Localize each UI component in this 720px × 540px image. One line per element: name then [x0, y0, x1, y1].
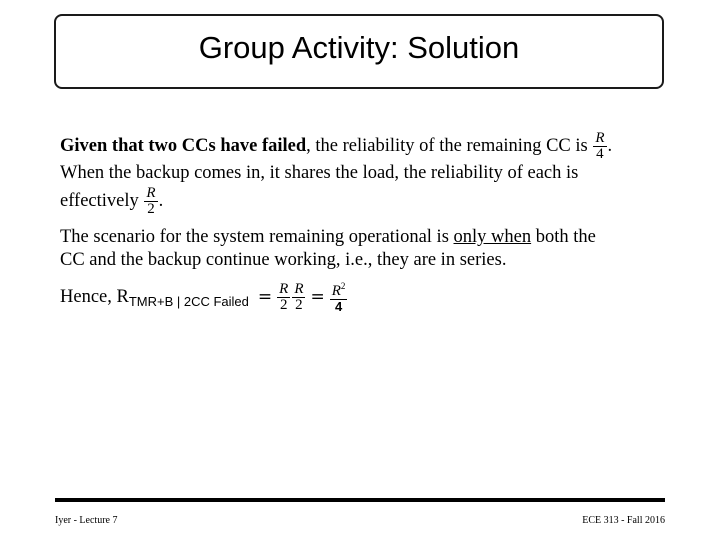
line-4: The scenario for the system remaining operational is only when both the — [60, 227, 596, 247]
fraction-1: $\frac{R}{2}$ — [279, 281, 289, 313]
reliability-subscript: TMR+B | 2CC Failed — [128, 293, 249, 309]
fraction-2: $\frac{R}{2}$ — [294, 281, 304, 313]
slide-title: Group Activity: Solution — [198, 29, 520, 65]
footer-rule — [55, 498, 665, 502]
line-1: Given that two CCs have failed, the reliability of the remaining CC is $\frac{R}{4}$ . — [60, 130, 613, 162]
line-2: When the backup comes in, it shares the load, the reliability of each is — [60, 163, 579, 183]
fraction-3: $\frac{R^2}{4}$ — [331, 281, 346, 314]
title-box — [54, 14, 664, 89]
footer-right: ECE 313 - Fall 2016 — [582, 515, 665, 526]
footer-left: Iyer - Lecture 7 — [55, 515, 118, 526]
fraction-r-over-2: $\frac{R}{2}$ — [146, 185, 156, 217]
bold-phrase: Given that two CCs have failed — [60, 135, 307, 156]
underlined-phrase: only when — [453, 227, 532, 247]
line-5: CC and the backup continue working, i.e., they are in series. — [60, 250, 507, 270]
line-6-equation: Hence, $R_{TMR+B | 2CC Failed}$ = $\frac{R}{2}$ $\frac{R}{2}$ = $\frac{R^2}{4}$ — [60, 281, 346, 314]
line-3: effectively $\frac{R}{2}$ . — [60, 185, 164, 217]
line-1-text: , the reliability of the remaining CC is — [306, 135, 593, 156]
fraction-r-over-4: $\frac{R}{4}$ — [595, 130, 605, 162]
